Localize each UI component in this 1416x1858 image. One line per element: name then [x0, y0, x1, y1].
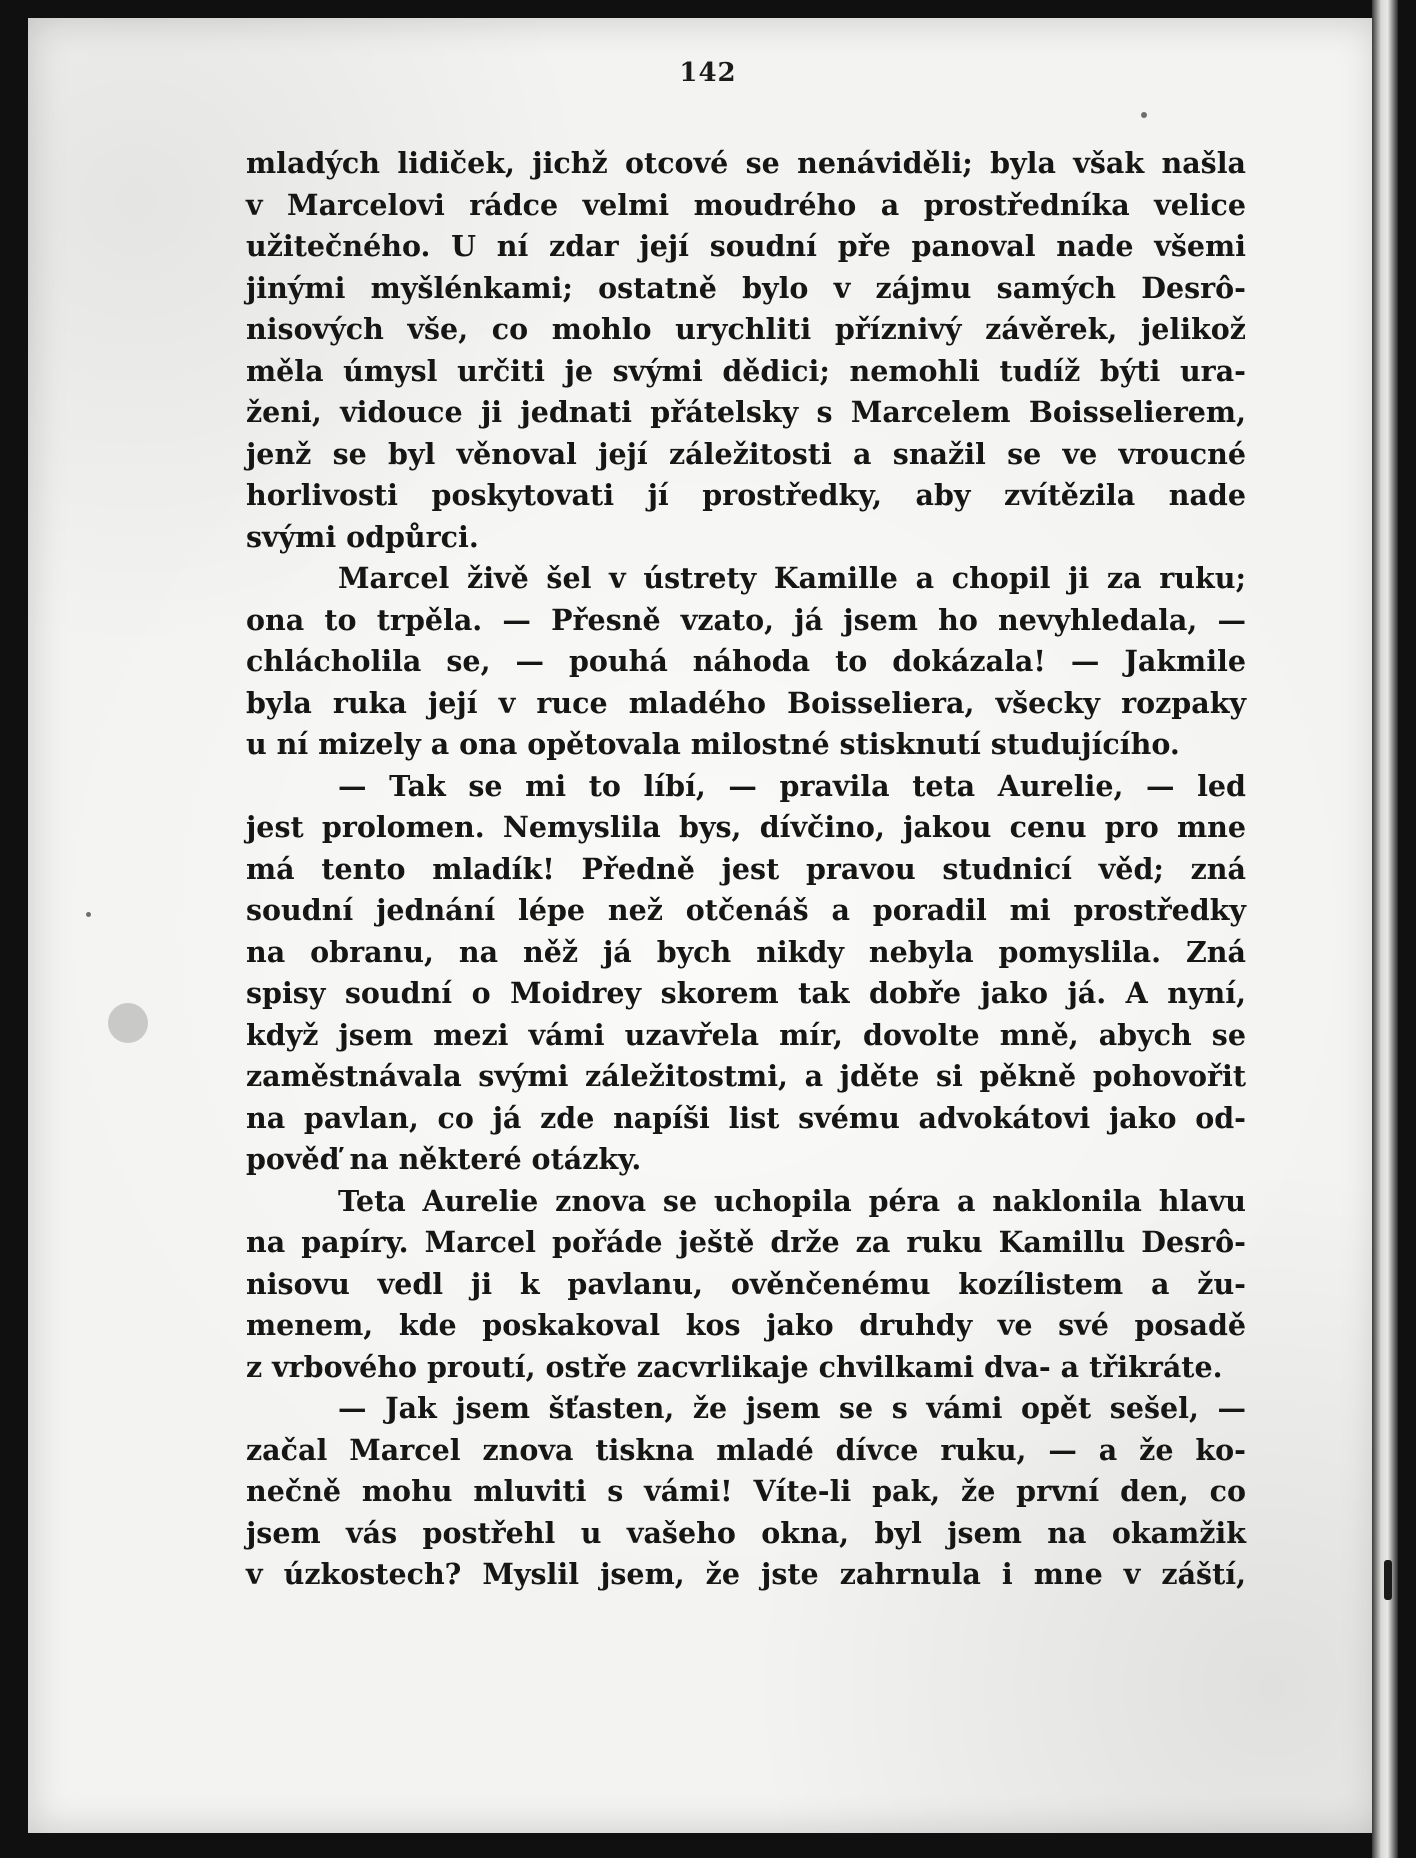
text-line: zaměstnávala svými záležitostmi, a jděte si pěkně pohovořit — [246, 1059, 1246, 1093]
text-line: horlivosti poskytovati jí prostředky, aby zvítězila nade — [246, 478, 1246, 512]
text-line: měla úmysl určiti je svými dědici; nemohli tudíž býti ura- — [246, 353, 1246, 388]
ink-speck — [1384, 1560, 1392, 1600]
text-line: pověď na některé otázky. — [246, 1142, 642, 1176]
body-text — [246, 143, 1246, 1596]
text-line: v úzkostech? Myslil jsem, že jste zahrnula i mne v záští, — [246, 1557, 1246, 1591]
text-line: nečně mohu mluviti s vámi! Víte-li pak, že první den, co — [246, 1474, 1246, 1508]
text-line: ona to trpěla. — Přesně vzato, já jsem ho nevyhledala, — — [246, 602, 1246, 637]
text-line: byla ruka její v ruce mladého Boisseliera, všecky rozpaky — [246, 685, 1246, 720]
text-line: užitečného. U ní zdar její soudní pře panoval nade všemi — [246, 229, 1246, 263]
text-line: spisy soudní o Moidrey skorem tak dobře jako já. A nyní, — [246, 976, 1246, 1010]
text-line: nisových vše, co mohlo urychliti příznivý závěrek, jelikož — [246, 312, 1246, 346]
text-line: chlácholila se, — pouhá náhoda to dokázala! — Jakmile — [246, 644, 1246, 678]
text-line: na pavlan, co já zde napíši list svému advokátovi jako od- — [246, 1100, 1246, 1135]
text-line: nisovu vedl ji k pavlanu, ověnčenému kozílistem a žu- — [246, 1266, 1246, 1301]
text-line: u ní mizely a ona opětovala milostné stisknutí studujícího. — [246, 727, 1180, 761]
text-line: z vrbového proutí, ostře zacvrlikaje chvilkami dva- a třikráte. — [246, 1349, 1223, 1384]
text-line: — Jak jsem šťasten, že jsem se s vámi opět sešel, — — [338, 1391, 1246, 1425]
text-line: začal Marcel znova tiskna mladé dívce ruku, — a že ko- — [246, 1432, 1246, 1467]
text-line: ženi, vidouce ji jednati přátelsky s Marcelem Boisselierem, — [246, 395, 1246, 429]
text-line: jest prolomen. Nemyslila bys, dívčino, jakou cenu pro mne — [246, 810, 1246, 844]
text-line: Marcel živě šel v ústrety Kamille a chopil ji za ruku; — [338, 561, 1246, 595]
text-line: na papíry. Marcel pořáde ještě drže za ruku Kamillu Desrô- — [246, 1225, 1246, 1259]
text-line: menem, kde poskakoval kos jako druhdy ve své posadě — [246, 1308, 1246, 1342]
ink-speck — [86, 912, 91, 917]
text-line: má tento mladík! Předně jest pravou studnicí věd; zná — [246, 851, 1246, 886]
ink-speck — [1141, 112, 1147, 118]
text-line: — Tak se mi to líbí, — pravila teta Aurelie, — led — [338, 768, 1246, 803]
text-line: soudní jednání lépe než otčenáš a poradil mi prostředky — [246, 893, 1246, 927]
page-number: 142 — [679, 58, 737, 88]
text-line: mladých lidiček, jichž otcové se nenáviděli; byla však našla — [246, 146, 1246, 180]
text-line: svými odpůrci. — [246, 519, 479, 554]
text-line: jinými myšlénkami; ostatně bylo v zájmu samých Desrô- — [246, 270, 1246, 305]
text-line: v Marcelovi rádce velmi moudrého a prostředníka velice — [246, 187, 1246, 222]
text-line: jenž se byl věnoval její záležitosti a snažil se ve vroucné — [246, 436, 1246, 471]
text-line: když jsem mezi vámi uzavřela mír, dovolte mně, abych se — [246, 1017, 1246, 1052]
text-line: na obranu, na něž já bych nikdy nebyla pomyslila. Zná — [246, 934, 1246, 969]
text-line: Teta Aurelie znova se uchopila péra a naklonila hlavu — [338, 1183, 1246, 1218]
text-line: jsem vás postřehl u vašeho okna, byl jsem na okamžik — [246, 1515, 1246, 1550]
ink-speck — [108, 1003, 148, 1043]
